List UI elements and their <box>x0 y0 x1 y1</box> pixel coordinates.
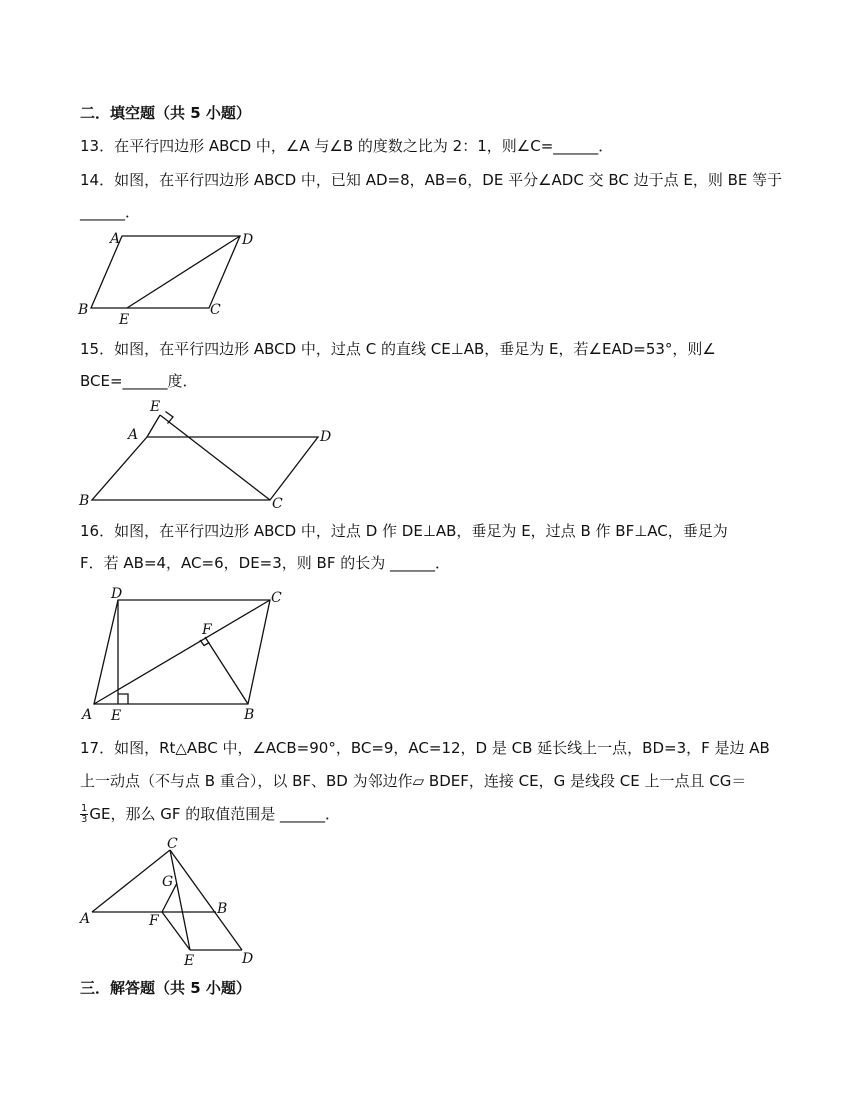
question-15-line-2: BCE=______度． <box>80 372 198 390</box>
label-e: E <box>150 399 161 415</box>
label-b: B <box>79 493 90 509</box>
label-b: B <box>78 302 89 318</box>
question-15-line-1: 15．如图，在平行四边形 ABCD 中，过点 C 的直线 CE⊥AB，垂足为 E，若∠EAD=53°，则∠ <box>80 340 716 358</box>
segment-de <box>127 236 240 308</box>
label-d: D <box>320 429 332 445</box>
label-a: A <box>80 911 91 927</box>
label-d: D <box>242 951 254 967</box>
parallelogram-abcd <box>92 437 318 500</box>
question-16-line-2: F．若 AB=4，AC=6，DE=3，则 BF 的长为 ______． <box>80 554 451 572</box>
label-c: C <box>271 590 282 606</box>
segment-ae-extension <box>147 415 160 437</box>
question-17-line-2: 上一动点（不与点 B 重合），以 BF、BD 为邻边作▱ BDEF，连接 CE，G 是线段 CE 上一点且 CG＝ <box>80 772 747 790</box>
label-d: D <box>242 232 254 248</box>
segment-bf <box>205 637 248 704</box>
question-14-line-1: 14．如图，在平行四边形 ABCD 中，已知 AD=8，AB=6，DE 平分∠ADC 交 BC 边于点 E，则 BE 等于 <box>80 171 783 189</box>
label-c: C <box>167 836 178 852</box>
label-a: A <box>82 707 93 723</box>
label-g: G <box>162 874 174 890</box>
label-e: E <box>119 312 130 328</box>
figure-15-parallelogram <box>70 395 350 515</box>
label-b: B <box>244 707 255 723</box>
label-d: D <box>111 586 123 602</box>
figure-16-parallelogram <box>78 582 298 724</box>
label-e: E <box>111 708 122 724</box>
label-f: F <box>202 622 212 638</box>
question-13: 13．在平行四边形 ABCD 中，∠A 与∠B 的度数之比为 2：1，则∠C=______． <box>80 137 614 155</box>
fraction-one-third: $\frac{1}{3}$ <box>81 803 88 825</box>
label-c: C <box>210 302 221 318</box>
figure-17-triangle <box>70 836 270 970</box>
label-a: A <box>110 231 121 247</box>
segment-cd <box>170 850 242 950</box>
right-angle-mark-e <box>118 694 128 704</box>
right-angle-mark-e <box>166 412 174 424</box>
question-17-line-1: 17．如图，Rt△ABC 中，∠ACB=90°，BC=9，AC=12，D 是 CB 延长线上一点，BD=3，F 是边 AB <box>80 739 770 757</box>
segment-ce <box>160 415 270 500</box>
question-17-line-3-text: GE，那么 GF 的取值范围是 ______． <box>89 805 341 823</box>
label-e: E <box>184 953 195 969</box>
segment-ac <box>92 850 170 912</box>
question-17-line-3 <box>80 804 340 825</box>
question-14-line-2: ______． <box>80 203 141 221</box>
figure-14-parallelogram <box>70 226 270 330</box>
segment-ac <box>94 600 270 704</box>
question-16-line-1: 16．如图，在平行四边形 ABCD 中，过点 D 作 DE⊥AB，垂足为 E，过点 B 作 BF⊥AC，垂足为 <box>80 522 728 540</box>
label-c: C <box>272 496 283 512</box>
section-heading-answer: 三．解答题（共 5 小题） <box>80 979 251 997</box>
label-a: A <box>128 427 139 443</box>
label-b: B <box>217 901 228 917</box>
section-heading-fill-in: 二．填空题（共 5 小题） <box>80 104 251 122</box>
label-f: F <box>149 913 159 929</box>
